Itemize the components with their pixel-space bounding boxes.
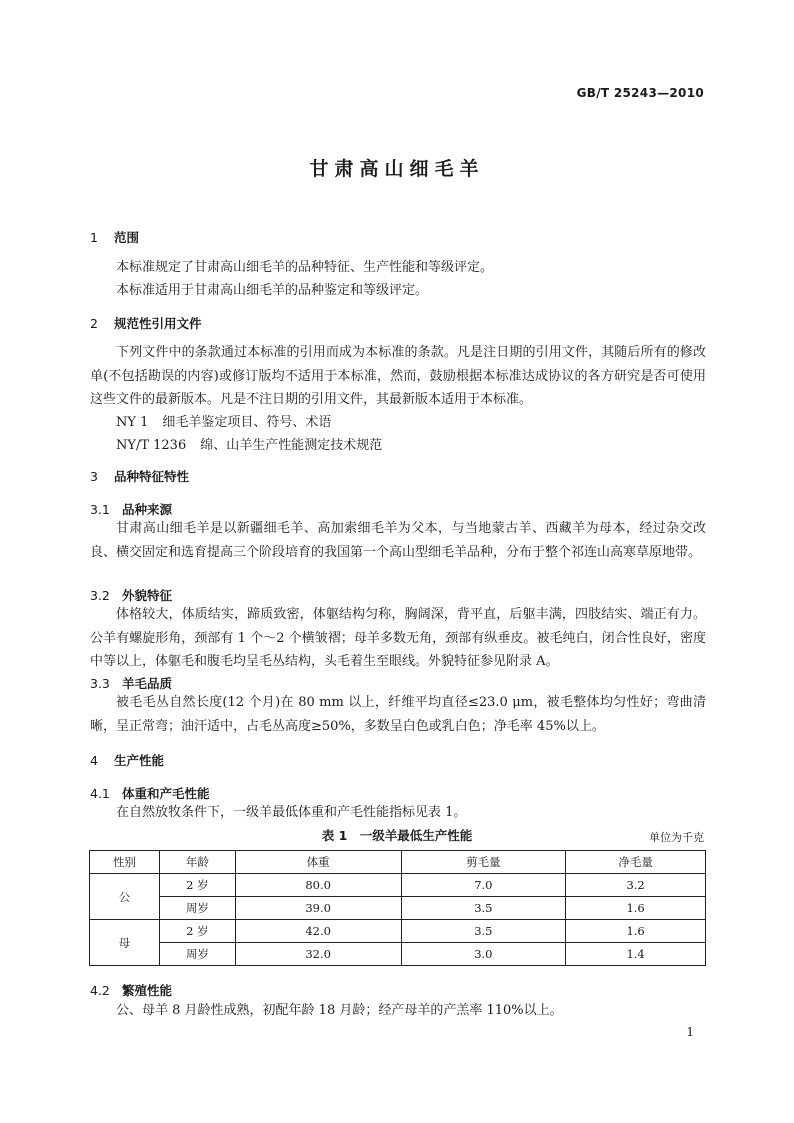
section-number: 4 — [90, 753, 98, 768]
clean-wool-cell: 1.4 — [566, 943, 706, 966]
reference-title: 细毛羊鉴定项目、符号、术语 — [162, 415, 332, 430]
normative-reference — [116, 411, 331, 430]
age-cell: 2 岁 — [159, 874, 235, 897]
reference-code: NY 1 — [116, 415, 149, 430]
paragraph: 被毛毛丛自然长度(12 个月)在 80 mm 以上，纤维平均直径≤23.0 μm，被毛整体均匀性好；弯曲清晰，呈正常弯；油汗适中，占毛丛高度≥50%，多数呈白色或乳白色；净毛率 45%以上。 — [90, 695, 706, 734]
subsection-3-3-heading — [90, 674, 172, 692]
shorn-wool-cell: 7.0 — [401, 874, 566, 897]
subsection-3-2-heading — [90, 586, 172, 604]
table-unit: 单位为千克 — [649, 831, 704, 844]
standard-number: GB/T 25243—2010 — [576, 86, 704, 100]
sex-cell: 母 — [90, 920, 160, 966]
section-number: 4.1 — [90, 786, 110, 801]
section-number: 2 — [90, 316, 98, 331]
table-caption: 表 1 一级羊最低生产性能 — [321, 828, 473, 843]
section-number: 3 — [90, 469, 98, 484]
table-row — [90, 897, 706, 920]
section-3-heading — [90, 467, 189, 485]
section-title: 品种来源 — [122, 502, 173, 517]
column-header: 性别 — [90, 851, 160, 874]
page-number: 1 — [686, 1025, 694, 1039]
reference-title: 绵、山羊生产性能测定技术规范 — [200, 438, 383, 453]
section-number: 1 — [90, 230, 98, 245]
table-header-row — [90, 851, 706, 874]
section-number: 4.2 — [90, 983, 110, 998]
section-title: 范围 — [114, 230, 140, 245]
section-title: 规范性引用文件 — [114, 316, 202, 331]
shorn-wool-cell: 3.5 — [401, 920, 566, 943]
paragraph: 在自然放牧条件下，一级羊最低体重和产毛性能指标见表 1。 — [116, 805, 467, 820]
section-4-heading — [90, 751, 164, 769]
subsection-4-1-heading — [90, 784, 210, 802]
shorn-wool-cell: 3.0 — [401, 943, 566, 966]
paragraph: 公、母羊 8 月龄性成熟，初配年龄 18 月龄；经产母羊的产羔率 110%以上。 — [116, 1003, 563, 1018]
sex-cell: 公 — [90, 874, 160, 920]
weight-cell: 42.0 — [235, 920, 401, 943]
weight-cell: 39.0 — [235, 897, 401, 920]
column-header: 体重 — [235, 851, 401, 874]
weight-cell: 80.0 — [235, 874, 401, 897]
normative-reference — [116, 434, 382, 453]
age-cell: 2 岁 — [159, 920, 235, 943]
reference-code: NY/T 1236 — [116, 438, 187, 453]
table-row — [90, 920, 706, 943]
age-cell: 周岁 — [159, 943, 235, 966]
weight-cell: 32.0 — [235, 943, 401, 966]
section-title: 外貌特征 — [122, 588, 173, 603]
paragraph: 下列文件中的条款通过本标准的引用而成为本标准的条款。凡是注日期的引用文件，其随后所有的修改单(不包括勘误的内容)或修订版均不适用于本标准，然而，鼓励根据本标准达成协议的各方研究是否可使用这些文件的最新版本。凡是不注日期的引用文件，其最新版本适用于本标准。 — [90, 345, 706, 407]
section-title: 体重和产毛性能 — [122, 786, 210, 801]
column-header: 年龄 — [159, 851, 235, 874]
paragraph: 甘肃高山细毛羊是以新疆细毛羊、高加索细毛羊为父本，与当地蒙古羊、西藏羊为母本，经过杂交改良、横交固定和选育提高三个阶段培育的我国第一个高山型细毛羊品种，分布于整个祁连山高寒草原地带。 — [90, 521, 706, 560]
table-row — [90, 943, 706, 966]
section-number: 3.3 — [90, 676, 110, 691]
section-title: 品种特征特性 — [114, 469, 190, 484]
section-number: 3.2 — [90, 588, 110, 603]
column-header: 剪毛量 — [401, 851, 566, 874]
section-title: 繁殖性能 — [122, 983, 173, 998]
age-cell: 周岁 — [159, 897, 235, 920]
table-row — [90, 874, 706, 897]
shorn-wool-cell: 3.5 — [401, 897, 566, 920]
clean-wool-cell: 1.6 — [566, 897, 706, 920]
clean-wool-cell: 1.6 — [566, 920, 706, 943]
section-1-heading — [90, 228, 139, 246]
subsection-4-2-heading — [90, 981, 172, 999]
paragraph: 本标准规定了甘肃高山细毛羊的品种特征、生产性能和等级评定。 — [116, 260, 494, 275]
section-title: 羊毛品质 — [122, 676, 173, 691]
clean-wool-cell: 3.2 — [566, 874, 706, 897]
subsection-3-1-heading — [90, 500, 172, 518]
section-number: 3.1 — [90, 502, 110, 517]
document-title: 甘肃高山细毛羊 — [309, 158, 485, 180]
paragraph: 本标准适用于甘肃高山细毛羊的品种鉴定和等级评定。 — [116, 283, 429, 298]
section-title: 生产性能 — [114, 753, 165, 768]
performance-table — [89, 850, 706, 966]
section-2-heading — [90, 314, 202, 332]
column-header: 净毛量 — [566, 851, 706, 874]
paragraph: 体格较大，体质结实，蹄质致密，体躯结构匀称，胸阔深，背平直，后躯丰满，四肢结实、端正有力。公羊有螺旋形角，颈部有 1 个～2 个横皱褶；母羊多数无角，颈部有纵垂皮。被毛纯白，闭合性良好，密度中等以上，体躯毛和腹毛均呈毛丛结构，头毛着生至眼线。外貌特征参见附录 A。 — [90, 607, 706, 669]
